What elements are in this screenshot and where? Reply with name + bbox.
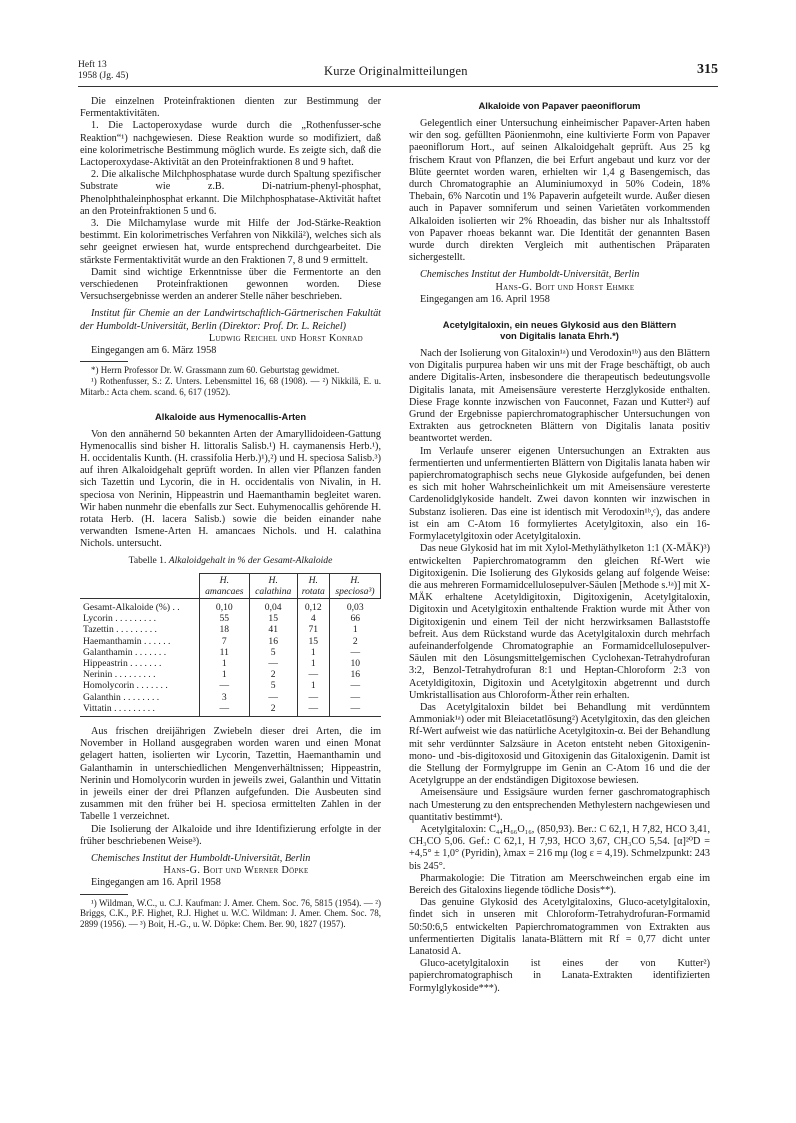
received-date: Eingegangen am 16. April 1958 xyxy=(420,293,550,305)
left-column xyxy=(80,96,381,930)
table-header-cell: H. speciosa³) xyxy=(329,573,380,598)
table-row: Hippeastrin . . . . . . . 1 — 1 10 xyxy=(80,658,381,669)
authors: Ludwig Reichel und Horst Konrad xyxy=(208,332,363,344)
issue-number: Heft 13 xyxy=(78,60,107,70)
issue-year: 1958 (Jg. 45) xyxy=(78,71,129,81)
table-header-cell: H. rotata xyxy=(297,573,329,598)
table-header-cell: H. calathina xyxy=(249,573,297,598)
paragraph: Das Acetylgitaloxin bildet bei Behandlung mit verdünntem Ammoniak¹ᵃ) oder mit Bleiacetatlösung²) Acetylgitoxin, das den gleichen Rf-Wert aufweist wie das natürliche Acetylgitoxin-α. Bei der Behandlung mit sehr verdünnter Salzsäure in Aceton entsteht neben Gitoxigenin-mono- und -bis-digitoxosid und Gitoxigenin das Gitaloxigenin. Damit ist die Stellung der Formylgruppe im Genin an C-Atom 16 und die der Acetylgruppe an der endständigen Digitoxose bewiesen. xyxy=(409,701,710,787)
received-date: Eingegangen am 6. März 1958 xyxy=(91,345,217,357)
footnote: ¹) Wildman, W.C., u. C.J. Kaufman: J. Amer. Chem. Soc. 76, 5815 (1954). — ²) Briggs, C.K., P.F. Highet, R.J. Highet u. W.C. Wildman: J. Amer. Chem. Soc. 78, 2899 (1956). — ³) Boit, H.-G., u. W. Döpke: Chem. Ber. 90, 1827 (1957). xyxy=(80,897,381,930)
page-header xyxy=(78,60,718,87)
section-heading: Alkaloide von Papaver paeoniflorum xyxy=(478,100,641,111)
received-date: Eingegangen am 16. April 1958 xyxy=(91,877,221,889)
paragraph: Das neue Glykosid hat im mit Xylol-Methyläthylketon 1:1 (X-MÄK)³) entwickelten Papierchromatogramm den gleichen Rf-Wert wie Digitoxigenin. Die Isolierung des Glykosids gelang auf folgende Weise: die aus mehreren Formamidcellulosepulver-Säulen [Methode s.¹ᵃ)] mit X-MÄK erhaltene Acetyldigitoxin, Digitoxigenin, Acetylgitaloxin, Digitoxin und Acetylgitoxin enthaltende Fraktion wurde mit Äther von Digitoxigenin und einem Teil der nicht herzwirksamen Ballaststoffe befreit. Aus dem Rückstand wurde das Acetylgitaloxin durch mehrfach aufeinanderfolgende Chromatographie an Formamidcellulosepulver-Säulen mit den Lösungsmittelgemischen Cyclohexan-Tetrahydrofuran 3:2, Benzol-Tetrahydrofuran 8:1 und Heptan-Chloroform 2:3 von Acetyldigitoxin, Digitoxin und Acetylgitoxin abgetrennt und durch Umkristallisation aus Chloroform-Äther rein erhalten. xyxy=(409,543,710,701)
paragraph: Im Verlaufe unserer eigenen Untersuchungen an Extrakten aus fermentierten und unfermentierten Blättern von Digitalis lanata haben wir papierchromatographisch sechs neue Glykoside aufgefunden, bei denen es sich mit hoher Wahrscheinlichkeit um mit Ameisensäure veresterte Cardenolidglykoside handelt. Zwei davon konnten wir inzwischen in Substanz isolieren. Das eine ist identisch mit Verodoxin¹ᵇ,ᶜ), das andere ist ein am C-Atom 16 formyliertes Acetylgitoxin, also ein 16-Formylacetylgitoxin oder Acetylgitaloxin. xyxy=(409,445,710,543)
paragraph: Pharmakologie: Die Titration am Meerschweinchen ergab eine im Bereich des Gitaloxins liegende tödliche Dosis**). xyxy=(409,872,710,896)
table-row: Galanthamin . . . . . . . 11 5 1 — xyxy=(80,647,381,658)
paragraph: 3. Die Milchamylase wurde mit Hilfe der Jod-Stärke-Reaktion bestimmt. Ein kolorimetrisches Verfahren von Nikkilä²), welches sich als sehr geeignet erwiesen hat, wurde entsprechend durchgearbeitet. Die stärkste Fermentaktivität wurde an den Fraktionen 7, 8 und 9 ermittelt. xyxy=(80,218,381,266)
paragraph: Die Isolierung der Alkaloide und ihre Identifizierung erfolgte in der früher beschriebenen Weise³). xyxy=(80,823,381,847)
table-row: Homolycorin . . . . . . . — 5 1 — xyxy=(80,680,381,691)
paragraph: Nach der Isolierung von Gitaloxin¹ᵃ) und Verodoxin¹ᵇ) aus den Blättern von Digitalis purpurea haben wir uns mit der Frage beschäftigt, ob auch andere Digitalis-Arten, insbesondere die therapeutisch bedeutungsvolle Digitalis lanata, mit Ameisensäure veresterte Herzglykoside enthalten. Diese Frage konnte inzwischen von Fauconnet, Fazan und Kutter²) auf Grund der Ergebnisse papierchromatographischer Untersuchungen von Extrakten aus getrockneten Blättern von Digitalis lanata positiv beantwortet werden. xyxy=(409,348,710,445)
section-heading: Alkaloide aus Hymenocallis-Arten xyxy=(154,410,307,422)
footnote-rule xyxy=(80,894,128,895)
paragraph: Gelegentlich einer Untersuchung einheimischer Papaver-Arten haben wir den sog. gefüllten Päonienmohn, eine kultivierte Form von Papaver paeoniflorum Hort., auf seinen Alkaloidgehalt geprüft. Aus 25 kg frischem Kraut von Pflanzen, die bei Erfurt angebaut und kurz vor der Blüte geerntet worden waren, erhielten wir 1,4 g Basengemisch, das durch Chromatographie an Aluminiumoxyd in 50% Codein, 18% Thebain, 6% Narcotin und 1% Papaverin aufgeteilt wurde. Außer diesen auch in Papaver somniferum und seinen Varietäten vorkommenden Alkaloiden isolierten wir 2% Rhoeadin, das bisher nur als Inhaltsstoff von Papaver rhoeas bekannt war. Die Identität der genannten Basen wurde durch direkten Vergleich mit authentischen Präparaten sichergestellt. xyxy=(409,118,710,264)
table-caption-title: Alkaloidgehalt in % der Gesamt-Alkaloide xyxy=(168,554,333,566)
table-caption-label: Tabelle 1. xyxy=(128,554,167,566)
paragraph: Das genuine Glykosid des Acetylgitaloxins, Gluco-acetylgitaloxin, findet sich in unseren mit Chloroform-Tetrahydrofuran-Formamid 50:50:6,5 entwickelten Papierchromatogrammen von Extrakten aus unfermentierten Digitalis lanata-Blättern mit Rf = 0,77 dicht unter Lanatosid A. xyxy=(409,897,710,957)
paragraph: Ameisensäure und Essigsäure wurden ferner gaschromatographisch nach Umesterung zu den entsprechenden Methylestern nachgewiesen und quantitativ bestimmt⁴). xyxy=(409,787,710,823)
authors: Hans-G. Boit und Werner Döpke xyxy=(163,865,309,877)
table-row: Gesamt-Alkaloide (%) . . 0,10 0,04 0,12 0,03 xyxy=(80,598,381,613)
institution: Chemisches Institut der Humboldt-Universität, Berlin xyxy=(91,852,311,864)
paragraph: Die einzelnen Proteinfraktionen dienten zur Bestimmung der Fermentaktivitäten. xyxy=(80,96,381,120)
paragraph: Von den annähernd 50 bekannten Arten der Amaryllidoideen-Gattung Hymenocallis sind bisher H. littoralis Salisb.¹) H. caymanensis Herb.¹), H. occidentalis Kunth. (H. crassifolia Herb.)¹),²) und H. speciosa Salisb.³) auf ihren Alkaloidgehalt geprüft worden. In allen vier Pflanzen fanden sich Tazettin und Lycorin, die in H. occidentalis von Nivalin, in H. speciosa von Nerinin, Hippeastrin und Haemanthamin begleitet waren. Wir haben nunmehr die ebenfalls zur Sect. Euhymenocallis gehörende H. rotata Herb. (H. lacera Salisb.) sowie die beiden einander nahe verwandten Ismene-Arten H. amancaes Nichols. und H. calathina Nichols. untersucht. xyxy=(80,428,381,550)
running-title: Kurze Originalmitteilungen xyxy=(324,64,468,78)
footnote-rule xyxy=(80,361,128,362)
table-header-cell: H. amancaes xyxy=(199,573,249,598)
paragraph: Gluco-acetylgitaloxin ist eines der von Kutter²) papierchromatographisch in Lanata-Extrakten identifizierten Formylglykoside***). xyxy=(409,958,710,994)
paragraph: 1. Die Lactoperoxydase wurde durch die „Rothenfusser-sche Reaktion“¹) nachgewiesen. Diese Reaktion wurde so modifiziert, daß eine kolorimetrische Bestimmung möglich wurde. Es zeigte sich, daß die Lactoperoxydase-Aktivität an den Proteinfraktionen 8 und 9 haftet. xyxy=(80,120,381,169)
paragraph: 2. Die alkalische Milchphosphatase wurde durch Spaltung spezifischer Substrate wie z.B. Di-natrium-phenyl-phosphat, Phenolphthaleinphosphat erkannt. Die Milchphosphatase-Aktivität haftet an den Proteinfraktionen 5 und 6. xyxy=(80,169,381,217)
table-row: Galanthin . . . . . . . . 3 — — — xyxy=(80,692,381,703)
institution: Chemisches Institut der Humboldt-Universität, Berlin xyxy=(420,269,640,281)
paragraph: Damit sind wichtige Erkenntnisse über die Fermentorte an den verschiedenen Proteinfraktionen gewonnen worden. Diese Versuchsergebnisse werden an anderer Stelle näher beschrieben. xyxy=(80,266,381,303)
table-row: Tazettin . . . . . . . . . 18 41 71 1 xyxy=(80,624,381,635)
authors: Hans-G. Boit und Horst Ehmke xyxy=(495,281,635,293)
section-heading: Acetylgitaloxin, ein neues Glykosid aus den Blättern von Digitalis lanata Ehrh.*) xyxy=(442,319,677,342)
page-number: 315 xyxy=(697,62,718,77)
paragraph: Acetylgitaloxin: C₄₄H₆₆O₁₆, (850,93). Ber.: C 62,1, H 7,82, HCO 3,41, CH₃CO 5,06. Gef.: C 62,1, H 7,93, HCO 3,67, CH₃CO 5,54. [α]²⁰D = +4,5° ± 1,0° (Pyridin), λmax = 216 mμ (log ε = 4,19). Schmelzpunkt: 243 bis 245°. xyxy=(409,823,710,872)
table-row: Haemanthamin . . . . . . 7 16 15 2 xyxy=(80,636,381,647)
paragraph: Aus frischen dreijährigen Zwiebeln dieser drei Arten, die im November in Holland ausgegraben worden waren und einen Monat gelagert hatten, isolierten wir Lycorin, Tazettin, Haemanthamin und Galanthamin in unterschiedlichen Mengenverhältnissen; Hippeastrin, Nerinin und Homolycorin wurden in jeweils zwei, Galanthin und Vittatin in jeweils einer der drei Pflanzen aufgefunden. Die Ausbeuten sind zusammen mit den früher bei H. speciosa ermittelten Zahlen in der Tabelle 1 verzeichnet. xyxy=(80,725,381,823)
footnote: *) Herrn Professor Dr. W. Grassmann zum 60. Geburtstag gewidmet. xyxy=(91,365,340,376)
issue-info xyxy=(78,60,128,82)
institution: Institut für Chemie an der Landwirtschaftlich-Gärtnerischen Fakultät der Humboldt-Universität, Berlin (Direktor: Prof. Dr. L. Reichel) xyxy=(80,308,381,332)
table-row: Lycorin . . . . . . . . . 55 15 4 66 xyxy=(80,613,381,624)
table-caption xyxy=(80,555,381,567)
right-column xyxy=(409,96,710,995)
footnote: ¹) Rothenfusser, S.: Z. Unters. Lebensmittel 16, 68 (1908). — ²) Nikkilä, E. u. Mitarb.: Acta chem. scand. 6, 617 (1952). xyxy=(80,376,381,397)
alkaloid-table xyxy=(80,573,381,717)
table-row: Nerinin . . . . . . . . . 1 2 — 16 xyxy=(80,669,381,680)
table-row: Vittatin . . . . . . . . . — 2 — — xyxy=(80,703,381,717)
